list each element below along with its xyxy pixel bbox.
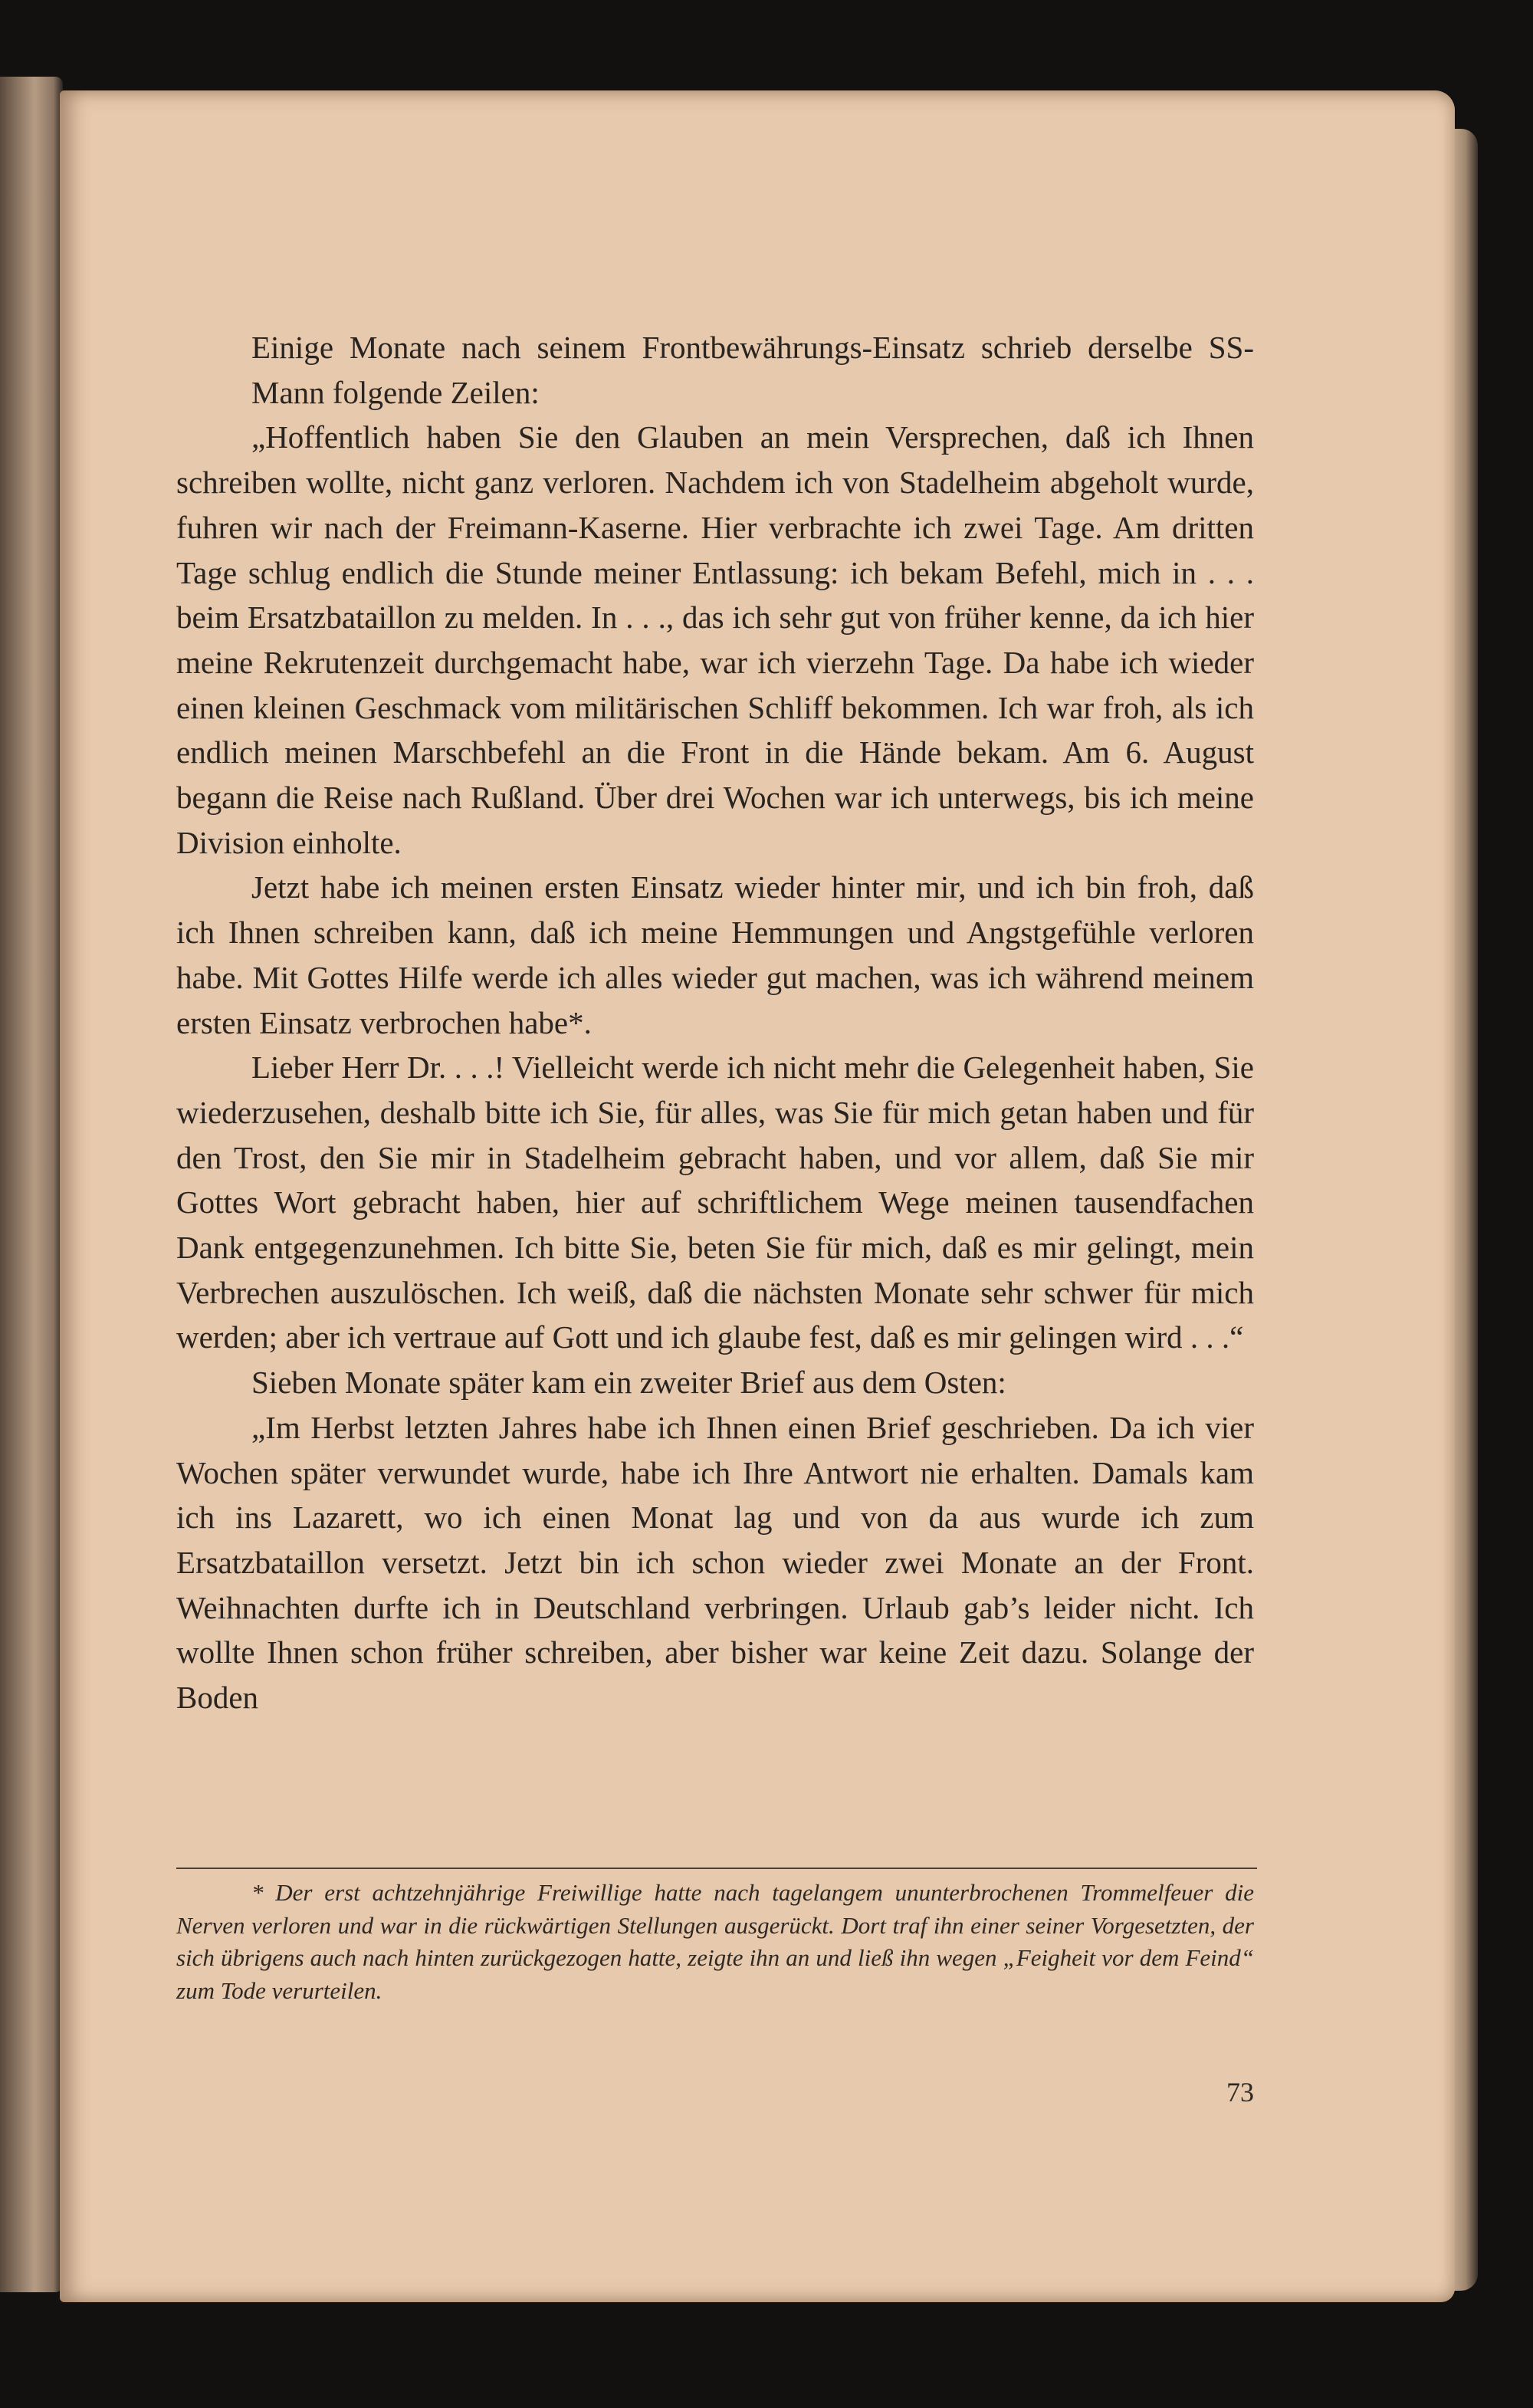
- paragraph-dear-doctor: Lieber Herr Dr. . . .! Vielleicht werde ich nicht mehr die Gelegenheit haben, Sie wiederzusehen, deshalb bitte ich Sie, für alles, was Sie für mich getan haben und für den Trost, den Sie mir in Stadelheim gebracht haben, und vor allem, daß Sie mir Gottes Wort gebracht haben, hier auf schriftlichem Wege meinen tausendfachen Dank entgegenzunehmen. Ich bitte Sie, beten Sie für mich, daß es mir gelingt, mein Verbrechen auszulöschen. Ich weiß, daß die nächsten Monate sehr schwer für mich werden; aber ich vertraue auf Gott und ich glaube fest, daß es mir gelingen wird . . .“: [176, 1050, 1254, 1355]
- footnote: * Der erst achtzehnjährige Freiwillige hatte nach tagelangem ununterbrochenen Trommelfeuer die Nerven verloren und war in die rückwärtigen Stellungen ausgerückt. Dort traf ihn einer seiner Vorgesetzten, der sich übrigens auch nach hinten zurückgezogen hatte, zeigte ihn an und ließ ihn wegen „Feigheit vor dem Feind“ zum Tode verurteilen.: [176, 1879, 1254, 2004]
- footnote-divider: [176, 1868, 1257, 1869]
- paragraph-intro: Einige Monate nach seinem Frontbewährungs-Einsatz schrieb derselbe SS-Mann folgende Zeilen:: [251, 330, 1254, 410]
- paragraph-letter-1: „Hoffentlich haben Sie den Glauben an mein Versprechen, daß ich Ihnen schreiben wollte, nicht ganz verloren. Nachdem ich von Stadelheim abgeholt wurde, fuhren wir nach der Freimann-Kaserne. Hier verbrachte ich zwei Tage. Am dritten Tage schlug endlich die Stunde meiner Entlassung: ich bekam Befehl, mich in . . . beim Ersatzbataillon zu melden. In . . ., das ich sehr gut von früher kenne, da ich hier meine Rekrutenzeit durchgemacht habe, war ich vierzehn Tage. Da habe ich wieder einen kleinen Geschmack vom militärischen Schliff bekommen. Ich war froh, als ich endlich meinen Marschbefehl an die Front in die Hände bekam. Am 6. August begann die Reise nach Rußland. Über drei Wochen war ich unterwegs, bis ich meine Division einholte.: [176, 419, 1254, 860]
- page-number: 73: [1226, 2077, 1254, 2107]
- previous-page-edge: [0, 77, 63, 2292]
- main-text: [176, 325, 1254, 1720]
- paragraph-seven-months: Sieben Monate später kam ein zweiter Brief aus dem Osten:: [251, 1365, 1006, 1401]
- paragraph-letter-2: „Im Herbst letzten Jahres habe ich Ihnen einen Brief geschrieben. Da ich vier Wochen später verwundet wurde, habe ich Ihre Antwort nie erhalten. Damals kam ich ins Lazarett, wo ich einen Monat lag und von da aus wurde ich zum Ersatzbataillon versetzt. Jetzt bin ich schon wieder zwei Monate an der Front. Weihnachten durfte ich in Deutschland verbringen. Urlaub gab’s leider nicht. Ich wollte Ihnen schon früher schreiben, aber bisher war keine Zeit dazu. Solange der Boden: [176, 1409, 1254, 1716]
- paragraph-first-mission: Jetzt habe ich meinen ersten Einsatz wieder hinter mir, und ich bin froh, daß ich Ihnen schreiben kann, daß ich meine Hemmungen und Angstgefühle verloren habe. Mit Gottes Hilfe werde ich alles wieder gut machen, was ich während meinem ersten Einsatz verbrochen habe*.: [176, 869, 1254, 1040]
